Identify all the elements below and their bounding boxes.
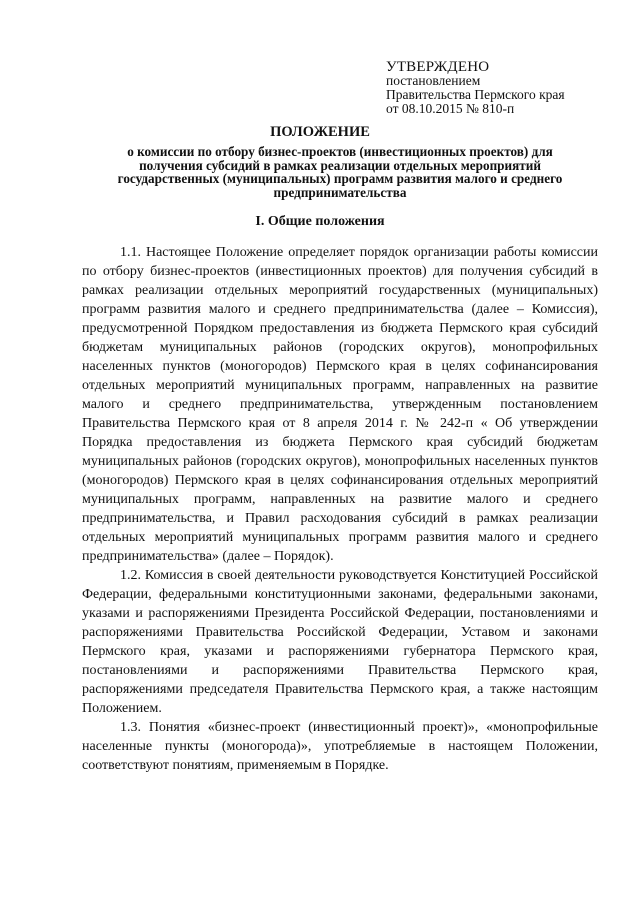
approval-resolution: постановлением xyxy=(386,73,481,88)
approval-word: УТВЕРЖДЕНО xyxy=(386,59,490,75)
document-subtitle: о комиссии по отбору бизнес-проектов (инвестиционных проектов) для получения субсидий в рамках реализации отдельных мероприятий государственных (муниципальных) программ развития малого и среднего предпринимательства xyxy=(117,144,563,200)
section-body xyxy=(82,243,598,775)
approval-government: Правительства Пермского края xyxy=(386,87,565,102)
section-heading: I. Общие положения xyxy=(255,214,385,229)
approval-date-number: от 08.10.2015 № 810-п xyxy=(386,101,515,116)
paragraph-1-2: 1.2. Комиссия в своей деятельности руководствуется Конституцией Российской Федерации, федеральными конституционными законами, федеральными законами, указами и распоряжениями Президента Российской Федерации, постановлениями и распоряжениями Правительства Российской Федерации, Уставом и законами Пермского края, указами и распоряжениями губернатора Пермского края, постановлениями и распоряжениями Правительства Пермского края, распоряжениями председателя Правительства Пермского края, а также настоящим Положением. xyxy=(82,568,598,716)
paragraph-1-1: 1.1. Настоящее Положение определяет порядок организации работы комиссии по отбору бизнес-проектов (инвестиционных проектов) для получения субсидий в рамках реализации отдельных мероприятий государственных (муниципальных) программ развития малого и среднего предпринимательства (далее – Комиссия), предусмотренной Порядком предоставления из бюджета Пермского края субсидий бюджетам муниципальных районов (городских округов), монопрофильных населенных пунктов (моногородов) Пермского края в целях софинансирования отдельных мероприятий муниципальных программ, направленных на развитие малого и среднего предпринимательства, утвержденным постановлением Правительства Пермского края от 8 апреля 2014 г. № 242-п « Об утверждении Порядка предоставления из бюджета Пермского края субсидий бюджетам муниципальных районов (городских округов), монопрофильных населенных пунктов (моногородов) Пермского края в целях софинансирования отдельных мероприятий муниципальных программ, направленных на развитие малого и среднего предпринимательства, и Правил расходования субсидий в рамках реализации отдельных мероприятий муниципальных программ развития малого и среднего предпринимательства» (далее – Порядок). xyxy=(82,245,598,564)
document-title: ПОЛОЖЕНИЕ xyxy=(270,124,370,140)
paragraph-1-3: 1.3. Понятия «бизнес-проект (инвестиционный проект)», «монопрофильные населенные пункты (моногорода)», употребляемые в настоящем Положении, соответствуют понятиям, применяемым в Порядке. xyxy=(82,720,598,773)
approval-stamp xyxy=(386,60,626,116)
